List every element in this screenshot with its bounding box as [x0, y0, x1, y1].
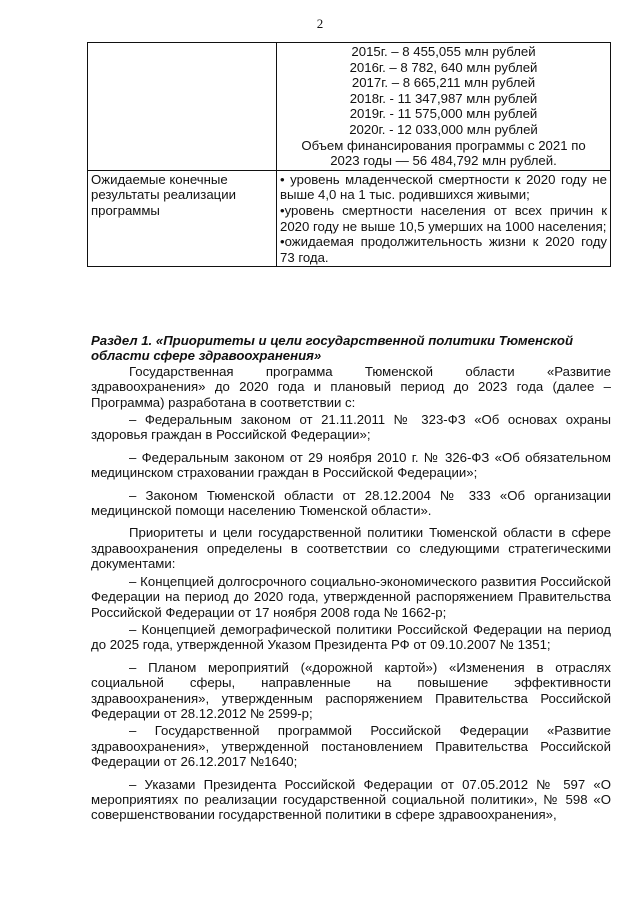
paragraph: Приоритеты и цели государственной политики Тюменской области в сфере здравоохранения определены в соответствии со следующими стратегическими документами: — [91, 525, 611, 572]
financing-line: 2018г. - 11 347,987 млн рублей — [349, 90, 538, 106]
section-body — [91, 333, 611, 830]
paragraph: – Планом мероприятий («дорожной картой») «Изменения в отраслях социальной сферы, направленные на повышение эффективности здравоохранения», утвержденным распоряжением Правительства Российской Федерации от 28.12.2012 № 2599-р; — [91, 659, 611, 721]
financing-line: 2016г. – 8 782, 640 млн рублей — [349, 59, 538, 75]
financing-line: 2023 годы — 56 484,792 млн рублей. — [330, 153, 557, 169]
financing-line: 2020г. - 12 033,000 млн рублей — [349, 121, 538, 137]
paragraph: – Государственной программой Российской Федерации «Развитие здравоохранения», утвержденной постановлением Правительства Российской Федерации от 26.12.2017 №1640; — [91, 723, 611, 770]
result-item: •ожидаемая продолжительность жизни к 2020 году 73 года. — [280, 234, 607, 265]
paragraph: – Указами Президента Российской Федерации от 07.05.2012 № 597 «О мероприятиях по реализации государственной социальной политики», № 598 «О совершенствовании государственной политики в сфере здравоохранения», — [91, 776, 611, 823]
result-item: • уровень младенческой смертности к 2020 году не выше 4,0 на 1 тыс. родившихся живыми; — [280, 171, 607, 203]
paragraph: Государственная программа Тюменской области «Развитие здравоохранения» до 2020 года и плановый период до 2023 года (далее – Программа) разработана в соответствии с: — [91, 363, 611, 410]
results-values-cell — [277, 170, 611, 267]
paragraph: – Законом Тюменской области от 28.12.2004 № 333 «Об организации медицинской помощи населению Тюменской области». — [91, 487, 611, 519]
section-title: Раздел 1. «Приоритеты и цели государственной политики Тюменской области сфере здравоохранения» — [91, 333, 574, 364]
page-number: 2 — [316, 16, 324, 31]
results-row — [88, 170, 611, 267]
financing-line: 2015г. – 8 455,055 млн рублей — [351, 44, 536, 59]
paragraph: – Федеральным законом от 21.11.2011 № 323-ФЗ «Об основах охраны здоровья граждан в Российской Федерации»; — [91, 412, 611, 443]
paragraph: – Концепцией демографической политики Российской Федерации на период до 2025 года, утвержденной Указом Президента РФ от 09.10.2007 № 1351; — [91, 621, 611, 653]
financing-line: Объем финансирования программы с 2021 по — [301, 137, 586, 153]
result-item: •уровень смертности населения от всех причин к 2020 году не выше 10,5 умерших на 1000 населения; — [280, 202, 607, 234]
paragraph: – Концепцией долгосрочного социально-экономического развития Российской Федерации на период до 2020 года, утвержденной распоряжением Правительства Российской Федерации от 17 ноября 2008 года № 1662-р; — [91, 573, 611, 620]
financing-line: 2017г. – 8 665,211 млн рублей — [351, 75, 536, 91]
financing-line: 2019г. - 11 575,000 млн рублей — [349, 106, 538, 122]
results-label: Ожидаемые конечные результаты реализации программы — [88, 170, 277, 267]
financing-values-cell — [277, 43, 611, 171]
program-passport-table — [87, 42, 611, 267]
financing-row — [88, 43, 611, 171]
financing-label-cell — [88, 43, 277, 171]
paragraph: – Федеральным законом от 29 ноября 2010 г. № 326-ФЗ «Об обязательном медицинском страховании граждан в Российской Федерации»; — [91, 449, 611, 481]
